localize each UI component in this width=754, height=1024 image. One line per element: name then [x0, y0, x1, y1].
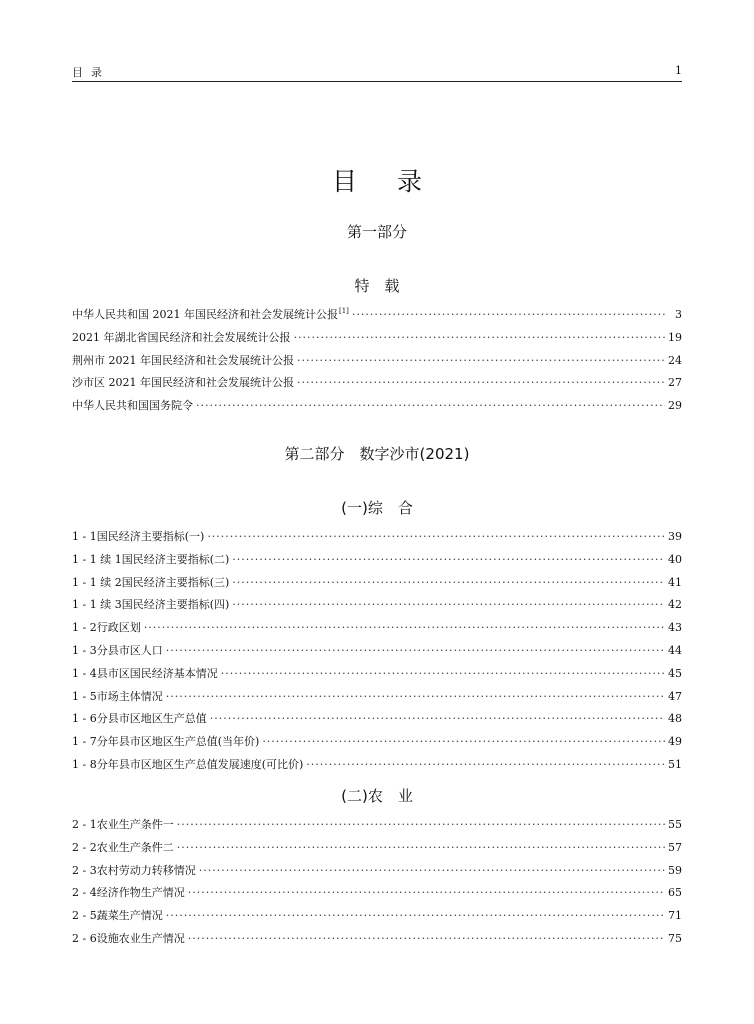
toc-entry-title: 农业生产条件二 — [96, 840, 174, 854]
toc-entry[interactable] — [72, 596, 682, 619]
dot-leader — [297, 354, 665, 367]
dot-leader — [166, 909, 665, 922]
toc-entry[interactable] — [72, 642, 682, 665]
toc-entry-code: 2 - 4 — [72, 886, 97, 900]
dot-leader — [166, 690, 665, 703]
toc-entry[interactable] — [72, 907, 682, 930]
part-one-toc — [72, 306, 682, 420]
toc-entry[interactable] — [72, 528, 682, 551]
toc-entry-page: 49 — [668, 735, 682, 749]
toc-entry-page: 47 — [668, 689, 682, 703]
toc-entry[interactable] — [72, 665, 682, 688]
running-head — [72, 64, 682, 82]
toc-entry-title: 农村劳动力转移情况 — [96, 863, 196, 877]
toc-entry[interactable] — [72, 930, 682, 953]
toc-entry-code: 2 - 3 — [72, 863, 97, 877]
toc-entry[interactable] — [72, 352, 682, 375]
section-agriculture-toc — [72, 816, 682, 953]
toc-entry-title: 分县市区地区生产总值 — [96, 712, 207, 726]
dot-leader — [221, 667, 665, 680]
part-one-subtitle: 特 载 — [354, 277, 400, 295]
toc-entry-page: 44 — [668, 643, 682, 657]
toc-entry-code: 1 - 5 — [72, 689, 97, 703]
dot-leader — [207, 530, 665, 543]
toc-entry-page: 51 — [668, 757, 682, 771]
toc-entry-code: 2 - 5 — [72, 909, 97, 923]
toc-entry-page: 39 — [668, 530, 682, 543]
section-general-title: (一)综 合 — [341, 499, 413, 517]
running-head-title: 目录 — [72, 66, 110, 79]
running-head-page-number: 1 — [675, 64, 682, 77]
toc-entry[interactable] — [72, 688, 682, 711]
toc-entry[interactable] — [72, 816, 682, 839]
toc-entry-page: 45 — [668, 666, 682, 680]
section-general-toc — [72, 528, 682, 779]
section-agriculture-title: (二)农 业 — [341, 787, 413, 805]
dot-leader — [232, 576, 665, 589]
toc-entry-page: 19 — [668, 330, 682, 344]
toc-entry-title: 行政区划 — [96, 621, 141, 635]
toc-entry[interactable] — [72, 374, 682, 397]
toc-entry[interactable] — [72, 619, 682, 642]
dot-leader — [177, 818, 665, 831]
toc-entry-title: 市场主体情况 — [96, 689, 163, 703]
toc-entry[interactable] — [72, 574, 682, 597]
toc-entry[interactable] — [72, 397, 682, 420]
toc-entry-title: 蔬菜生产情况 — [96, 909, 163, 923]
main-title: 目录 — [331, 167, 462, 196]
toc-entry-title: 2021 年湖北省国民经济和社会发展统计公报 — [72, 330, 291, 344]
toc-entry[interactable] — [72, 710, 682, 733]
toc-entry[interactable] — [72, 884, 682, 907]
dot-leader — [297, 376, 665, 389]
toc-entry-page: 43 — [668, 621, 682, 635]
toc-entry-code: 1 - 2 — [72, 621, 97, 635]
toc-entry-title: 国民经济主要指标(二) — [121, 552, 230, 566]
toc-entry-page: 29 — [668, 399, 682, 413]
part-two-title: 第二部分 数字沙市(2021) — [284, 445, 470, 463]
toc-entry-page: 55 — [668, 818, 682, 831]
toc-entry-title: 设施农业生产情况 — [96, 931, 185, 945]
toc-entry-title: 中华人民共和国 2021 年国民经济和社会发展统计公报[1] — [72, 307, 349, 321]
dot-leader — [144, 621, 665, 634]
toc-entry-code: 1 - 3 — [72, 643, 97, 657]
toc-entry-code: 1 - 1 — [72, 530, 97, 543]
dot-leader — [294, 331, 666, 344]
dot-leader — [352, 308, 665, 321]
footnote-marker[interactable]: [1] — [339, 307, 349, 315]
toc-entry-code: 1 - 7 — [72, 735, 97, 749]
toc-entry-page: 27 — [668, 376, 682, 390]
dot-leader — [232, 553, 665, 566]
toc-entry-title: 分县市区人口 — [96, 643, 163, 657]
dot-leader — [262, 735, 665, 748]
dot-leader — [188, 886, 665, 899]
toc-entry-title: 分年县市区地区生产总值发展速度(可比价) — [96, 757, 304, 771]
toc-entry-code: 2 - 2 — [72, 840, 97, 854]
toc-entry-title: 农业生产条件一 — [96, 818, 174, 831]
dot-leader — [232, 598, 665, 611]
toc-entry-code: 1 - 1 续 2 — [72, 575, 122, 589]
toc-entry-title: 荆州市 2021 年国民经济和社会发展统计公报 — [72, 353, 294, 367]
toc-entry[interactable] — [72, 733, 682, 756]
toc-entry[interactable] — [72, 551, 682, 574]
dot-leader — [210, 712, 665, 725]
toc-entry-page: 42 — [668, 598, 682, 612]
toc-entry-page: 65 — [668, 886, 682, 900]
toc-entry-page: 48 — [668, 712, 682, 726]
toc-entry-title: 国民经济主要指标(一) — [96, 530, 205, 543]
toc-entry-code: 1 - 1 续 3 — [72, 598, 122, 612]
toc-entry-page: 40 — [668, 552, 682, 566]
toc-entry-page: 59 — [668, 863, 682, 877]
toc-entry-title: 国民经济主要指标(四) — [121, 598, 230, 612]
toc-entry-title: 县市区国民经济基本情况 — [96, 666, 218, 680]
toc-entry-page: 75 — [668, 931, 682, 945]
toc-entry-code: 1 - 1 续 1 — [72, 552, 122, 566]
toc-entry[interactable] — [72, 306, 682, 329]
dot-leader — [196, 399, 665, 412]
dot-leader — [188, 932, 665, 945]
toc-entry-page: 3 — [675, 308, 682, 321]
part-one-title: 第一部分 — [346, 223, 407, 241]
toc-entry-page: 57 — [668, 840, 682, 854]
toc-entry-page: 41 — [668, 575, 682, 589]
toc-entry[interactable] — [72, 756, 682, 779]
toc-entry-page: 24 — [668, 353, 682, 367]
toc-entry-title: 分年县市区地区生产总值(当年价) — [96, 735, 260, 749]
dot-leader — [306, 758, 665, 771]
dot-leader — [166, 644, 665, 657]
dot-leader — [177, 841, 665, 854]
toc-entry-title: 沙市区 2021 年国民经济和社会发展统计公报 — [72, 376, 294, 390]
toc-entry[interactable] — [72, 329, 682, 352]
dot-leader — [199, 864, 665, 877]
toc-entry-title: 国民经济主要指标(三) — [121, 575, 230, 589]
toc-entry-code: 2 - 1 — [72, 818, 97, 831]
toc-entry-code: 1 - 8 — [72, 757, 97, 771]
toc-entry[interactable] — [72, 862, 682, 885]
toc-entry-code: 1 - 4 — [72, 666, 97, 680]
toc-entry-code: 2 - 6 — [72, 931, 97, 945]
toc-entry[interactable] — [72, 839, 682, 862]
toc-entry-code: 1 - 6 — [72, 712, 97, 726]
toc-entry-title: 中华人民共和国国务院令 — [72, 399, 193, 413]
toc-entry-page: 71 — [668, 909, 682, 923]
toc-entry-title: 经济作物生产情况 — [96, 886, 185, 900]
